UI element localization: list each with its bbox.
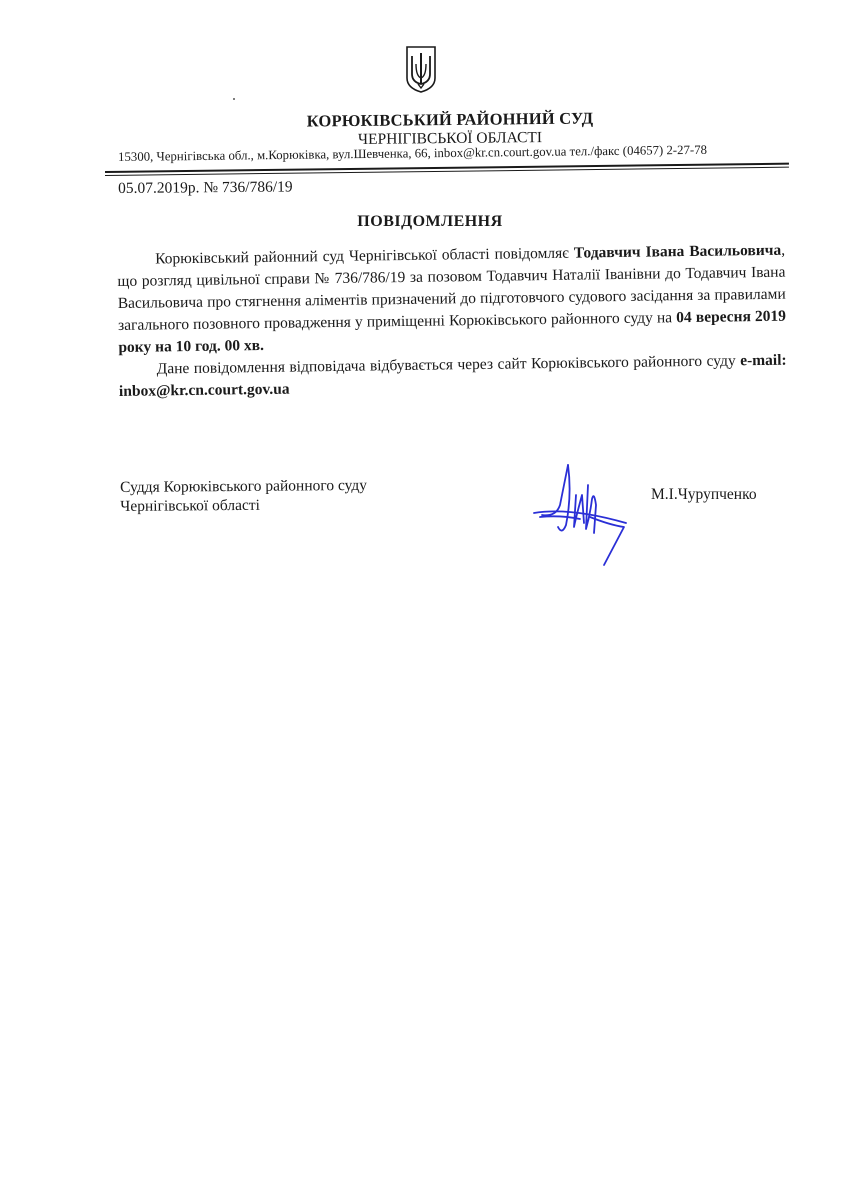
- date-and-case-number: 05.07.2019р. № 736/786/19: [118, 178, 293, 197]
- court-name: КОРЮКІВСЬКИЙ РАЙОННИЙ СУД: [306, 108, 594, 131]
- court-address: 15300, Чернігівська обл., м.Корюківка, вул.Шевченка, 66, inbox@kr.cn.court.gov.ua тел./факс (04657) 2-27-78: [118, 142, 708, 164]
- publication-intro: Дане повідомлення відповідача відбувається через сайт Корюківського районного суду: [156, 352, 741, 378]
- judge-title-line1: Суддя Корюківського районного суду: [120, 476, 368, 496]
- judge-title: [120, 476, 367, 516]
- paragraph-notice: [117, 240, 786, 359]
- paragraph-publication: [119, 350, 788, 403]
- trident-coat-of-arms-icon: [404, 44, 438, 94]
- judge-title-line2: Чернігівської області: [120, 496, 260, 515]
- document-title: ПОВІДОМЛЕННЯ: [357, 213, 503, 230]
- paragraph-intro: Корюківський районний суд Чернігівської області повідомляє: [155, 244, 574, 268]
- scan-speck: [233, 98, 235, 100]
- paragraph-middle: , що розгляд цивільної справи № 736/786/19 за позовом Тодавчич Наталії Іванівни до Тодавчич Івана Васильовича про стягнення аліментів призначений до підготовчого судового засідання за правилами загального позовного провадження у приміщенні Корюківського районного суду на: [117, 241, 786, 334]
- defendant-name: Тодавчич Івана Васильовича: [573, 241, 782, 262]
- handwritten-signature: [530, 455, 640, 570]
- notice-body: [117, 240, 787, 403]
- court-region: ЧЕРНІГІВСЬКОЇ ОБЛАСТІ: [357, 129, 543, 148]
- hearing-datetime: 04 вересня 2019 року на 10 год. 00 хв.: [118, 307, 787, 356]
- court-email: e-mail: inbox@kr.cn.court.gov.ua: [118, 351, 787, 400]
- judge-name: М.І.Чурупченко: [651, 486, 757, 503]
